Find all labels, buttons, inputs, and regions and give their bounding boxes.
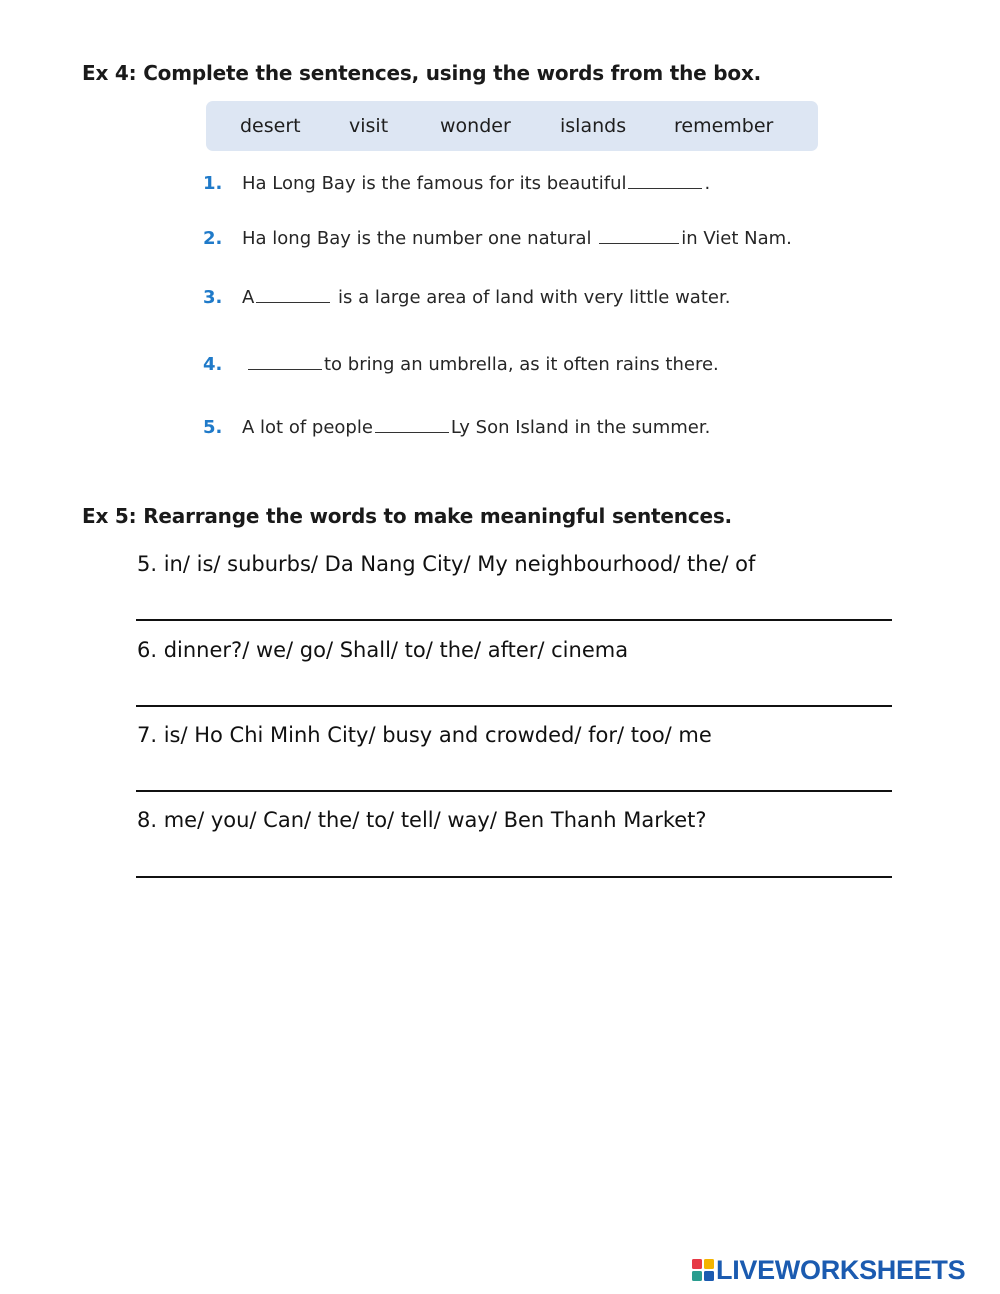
ex4-question-4 bbox=[203, 354, 719, 375]
question-text-after: is a large area of land with very little water. bbox=[332, 287, 731, 308]
question-number: 5. bbox=[203, 417, 223, 438]
ex4-question-3 bbox=[203, 287, 730, 308]
answer-line[interactable] bbox=[136, 619, 892, 621]
answer-blank[interactable] bbox=[375, 431, 449, 433]
ex5-item: 7. is/ Ho Chi Minh City/ busy and crowded/ for/ too/ me bbox=[137, 723, 712, 747]
ex5-title: Ex 5: Rearrange the words to make meaningful sentences. bbox=[82, 504, 732, 528]
word-box bbox=[206, 101, 818, 151]
answer-line[interactable] bbox=[136, 705, 892, 707]
liveworksheets-logo bbox=[692, 1256, 990, 1284]
question-text-before: A bbox=[242, 287, 255, 308]
word-bank-item: remember bbox=[674, 115, 774, 137]
answer-blank[interactable] bbox=[248, 368, 322, 370]
ex5-item: 5. in/ is/ suburbs/ Da Nang City/ My neighbourhood/ the/ of bbox=[137, 552, 756, 576]
ex4-question-5 bbox=[203, 417, 710, 438]
question-text-before: Ha long Bay is the number one natural bbox=[242, 228, 598, 249]
question-text-after: . bbox=[704, 173, 711, 194]
logo-text: LIVEWORKSHEETS bbox=[716, 1255, 966, 1285]
word-bank-item: desert bbox=[240, 115, 301, 137]
question-text-before: Ha Long Bay is the famous for its beautiful bbox=[242, 173, 627, 194]
ex4-question-2 bbox=[203, 228, 792, 249]
word-bank-item: wonder bbox=[440, 115, 511, 137]
answer-line[interactable] bbox=[136, 876, 892, 878]
ex5-item: 6. dinner?/ we/ go/ Shall/ to/ the/ after/ cinema bbox=[137, 638, 629, 662]
question-number: 3. bbox=[203, 287, 223, 308]
question-number: 2. bbox=[203, 228, 223, 249]
question-number: 4. bbox=[203, 354, 223, 375]
question-text-after: Ly Son Island in the summer. bbox=[450, 417, 711, 438]
question-text-after: to bring an umbrella, as it often rains there. bbox=[324, 354, 719, 375]
ex4-question-1 bbox=[203, 173, 710, 194]
question-text-before: A lot of people bbox=[242, 417, 373, 438]
answer-blank[interactable] bbox=[256, 301, 330, 303]
ex5-item: 8. me/ you/ Can/ the/ to/ tell/ way/ Ben Thanh Market? bbox=[137, 808, 707, 832]
liveworksheets-logo-icon bbox=[692, 1259, 714, 1281]
answer-blank[interactable] bbox=[599, 242, 679, 244]
answer-line[interactable] bbox=[136, 790, 892, 792]
word-bank-item: islands bbox=[560, 115, 627, 137]
word-bank-item: visit bbox=[349, 115, 389, 137]
answer-blank[interactable] bbox=[628, 187, 702, 189]
question-number: 1. bbox=[203, 173, 223, 194]
ex4-title: Ex 4: Complete the sentences, using the words from the box. bbox=[82, 61, 762, 85]
question-text-after: in Viet Nam. bbox=[681, 228, 792, 249]
